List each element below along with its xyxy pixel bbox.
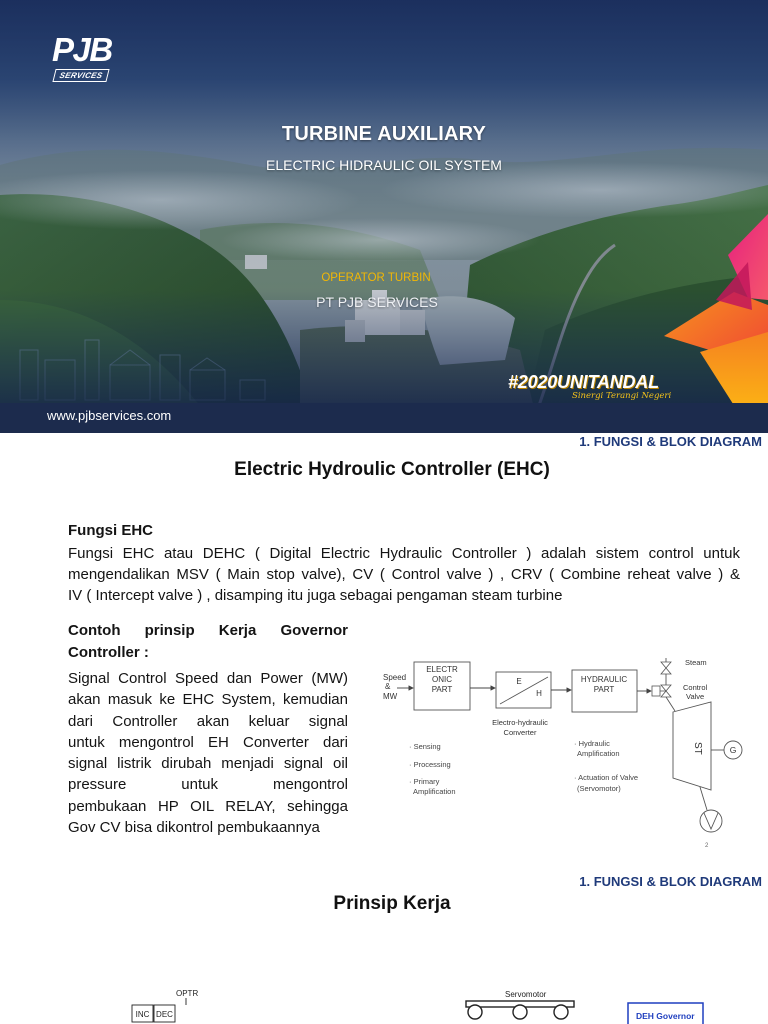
exhaust-line [700,787,707,810]
fungsi-paragraph [68,543,740,606]
campaign-hashtag: #2020UNITANDAL [508,372,659,392]
slide-title: Prinsip Kerja [333,893,451,914]
input-label-line: MW [383,692,398,701]
paragraph-line: Fungsi EHC atau DEHC ( Digital Electric Hydraulic Controller ) adalah sistem control untuk [68,545,740,562]
eh-converter-box [496,672,551,708]
steam-turbine-symbol [673,702,711,790]
hydraulic-function-item: Amplification [577,749,620,758]
paragraph-line: untuk mengontrol EH Converter dari [68,733,348,751]
stop-valve-symbol [661,662,671,674]
cover-slide [0,0,768,433]
contoh-paragraph [68,668,348,838]
steam-turbine-label: ST [692,742,703,755]
optr-label: OPTR [176,989,199,998]
servomotor-label: Servomotor [505,990,547,999]
heading-line: Contoh prinsip Kerja Governor [68,622,348,639]
logo-services-badge: SERVICES [52,69,109,82]
servomotor-roller [554,1005,568,1019]
paragraph-line: Gov CV bisa dikontrol pembukaannya [68,819,320,837]
input-label-line: & [385,682,391,691]
section-tag: 1. FUNGSI & BLOK DIAGRAM [579,874,762,889]
company-name: PT PJB SERVICES [316,294,438,310]
electronic-part-label: PART [431,685,453,694]
paragraph-line: mengendalikan MSV ( Main stop valve), CV ( Control valve ) , CRV ( Combine reheat valve ) & [68,566,740,583]
inc-label: INC [135,1010,150,1019]
electronic-function-item: · Processing [409,760,451,769]
presentation-subtitle: ELECTRIC HIDRAULIC OIL SYSTEM [266,157,502,173]
author-role: OPERATOR TURBIN [321,272,431,284]
servomotor-roller [468,1005,482,1019]
paragraph-line: dari Controller akan keluar signal [68,712,348,730]
prinsip-kerja-diagram [120,980,720,1024]
paragraph-line: pembukaan HP OIL RELAY, sehingga [68,797,348,815]
generator-label: G [729,745,737,755]
input-label-line: Speed [383,673,407,682]
hydraulic-part-label: HYDRAULIC [580,675,628,684]
slide-title: Electric Hydroulic Controller (EHC) [234,459,550,480]
eh-converter-caption: Electro-hydraulic [492,718,548,727]
electronic-function-item: · Primary [409,777,440,786]
presentation-title: TURBINE AUXILIARY [281,123,487,145]
contoh-heading [68,620,348,664]
electronic-part-label: ONIC [432,675,452,684]
dec-label: DEC [156,1010,173,1019]
ehc-block-diagram [370,650,765,855]
paragraph-line: IV ( Intercept valve ) , disamping itu juga sebagai pengaman steam turbine [68,587,563,604]
logo-brand-text: PJB [52,31,112,68]
heading-line: Controller : [68,644,149,661]
electronic-part-label: ELECTR [426,665,458,674]
control-valve-label: Control [683,683,708,692]
electronic-function-item: Amplification [413,787,456,796]
hydraulic-part-label: PART [593,685,615,694]
section-tag: 1. FUNGSI & BLOK DIAGRAM [579,434,762,449]
paragraph-line: akan masuk ke EHC System, kemudian [68,691,348,709]
control-valve-label: Valve [686,692,705,701]
valve-actuator [652,686,660,696]
hydraulic-function-item: (Servomotor) [577,784,621,793]
steam-pipe-to-turbine [666,697,675,711]
fungsi-heading: Fungsi EHC [68,522,153,539]
deh-governor-label: DEH Governor [636,1011,695,1021]
website-url: www.pjbservices.com [47,408,172,423]
paragraph-line: Signal Control Speed dan Power (MW) [68,670,348,687]
eh-converter-caption: Converter [503,728,537,737]
servomotor-roller [513,1005,527,1019]
steam-label: Steam [685,658,707,667]
campaign-tagline: Sinergi Terangi Negeri [572,391,672,401]
eh-converter-e: E [516,677,522,686]
hydraulic-function-item: · Actuation of Valve [574,773,639,782]
paragraph-line: pressure untuk mengontrol [68,776,348,794]
paragraph-line: signal listrik dirubah menjadi signal oil [68,755,348,773]
eh-converter-h: H [536,689,542,698]
pjb-services-logo [50,33,122,85]
hydraulic-function-item: · Hydraulic [574,739,610,748]
electronic-function-item: · Sensing [409,742,441,751]
figure-page-number: 2 [705,843,709,849]
